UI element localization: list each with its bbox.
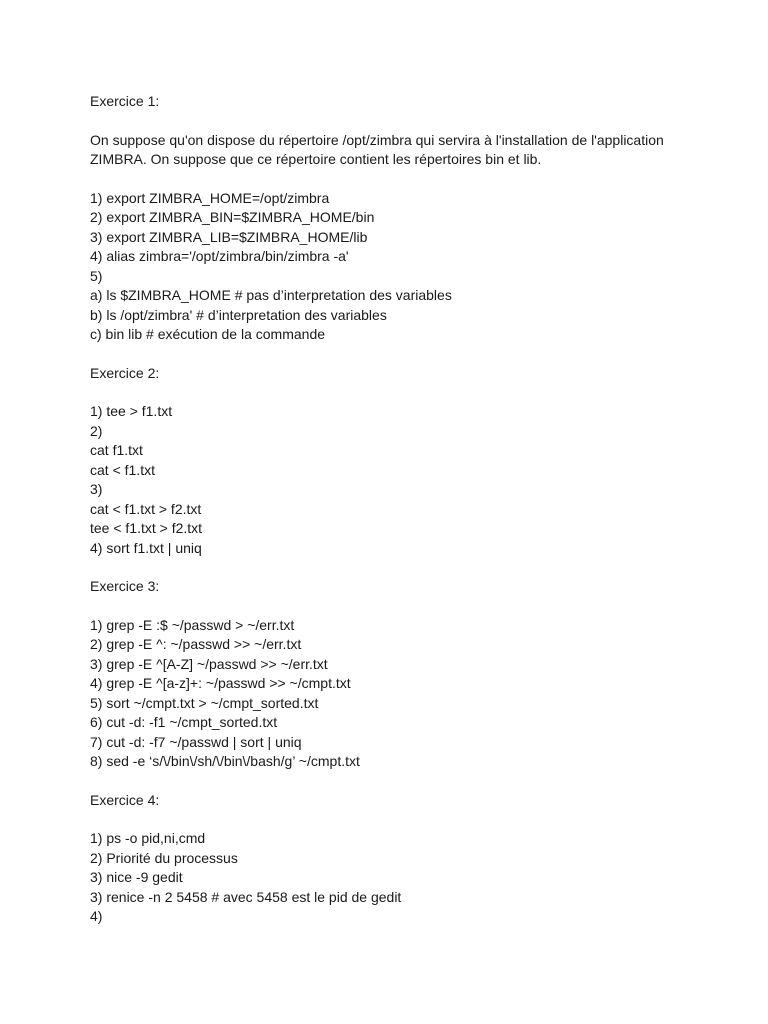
- exercise-3-line: 1) grep -E :$ ~/passwd > ~/err.txt: [90, 616, 295, 633]
- exercise-4-title: Exercice 4:: [90, 791, 160, 808]
- exercise-4-line: 3) nice -9 gedit: [90, 869, 183, 885]
- exercise-2-line: cat f1.txt: [90, 442, 143, 458]
- exercise-4-line: 1) ps -o pid,ni,cmd: [90, 830, 206, 846]
- spacer: [90, 597, 690, 616]
- exercise-4-line: 3) renice -n 2 5458 # avec 5458 est le pid de gedit: [90, 888, 402, 905]
- exercise-2-line: 4) sort f1.txt | uniq: [90, 539, 202, 556]
- spacer: [90, 772, 690, 791]
- exercise-3-line: 7) cut -d: -f7 ~/passwd | sort | uniq: [90, 733, 302, 750]
- exercise-3-line: 2) grep -E ^: ~/passwd >> ~/err.txt: [90, 636, 302, 652]
- exercise-2-line: 1) tee > f1.txt: [90, 403, 173, 419]
- exercise-1-line: 1) export ZIMBRA_HOME=/opt/zimbra: [90, 189, 330, 206]
- exercise-3-line: 6) cut -d: -f1 ~/cmpt_sorted.txt: [90, 714, 278, 730]
- spacer: [90, 170, 690, 189]
- spacer: [90, 345, 690, 364]
- exercise-1-line: 3) export ZIMBRA_LIB=$ZIMBRA_HOME/lib: [90, 228, 368, 245]
- exercise-2-title: Exercice 2:: [90, 364, 160, 381]
- spacer: [90, 558, 690, 577]
- exercise-2-line: cat < f1.txt > f2.txt: [90, 500, 202, 517]
- exercise-1-intro-line-2: ZIMBRA. On suppose que ce répertoire contient les répertoires bin et lib.: [90, 151, 542, 167]
- exercise-1-line: b) ls /opt/zimbra' # d’interpretation des variables: [90, 306, 387, 323]
- exercise-1-line: c) bin lib # exécution de la commande: [90, 326, 326, 342]
- exercise-3-title: Exercice 3:: [90, 578, 160, 594]
- exercise-2-line: 2): [90, 422, 103, 439]
- exercise-3-line: 4) grep -E ^[a-z]+: ~/passwd >> ~/cmpt.txt: [90, 675, 351, 691]
- exercise-4-line: 2) Priorité du processus: [90, 849, 238, 866]
- spacer: [90, 112, 690, 131]
- exercise-3-line: 8) sed -e ‘s/\/bin\/sh/\/bin\/bash/g’ ~/cmpt.txt: [90, 753, 360, 769]
- exercise-1-line: 5): [90, 267, 103, 284]
- spacer: [90, 383, 690, 402]
- exercise-3-line: 5) sort ~/cmpt.txt > ~/cmpt_sorted.txt: [90, 694, 319, 711]
- exercise-2-line: tee < f1.txt > f2.txt: [90, 520, 203, 536]
- exercise-1-title: Exercice 1:: [90, 93, 160, 109]
- exercise-1-line: 2) export ZIMBRA_BIN=$ZIMBRA_HOME/bin: [90, 209, 375, 225]
- exercise-4-line: 4): [90, 908, 103, 924]
- exercise-1-intro-line-1: On suppose qu'on dispose du répertoire /opt/zimbra qui servira à l'installation de l'application: [90, 131, 664, 148]
- exercise-2-line: cat < f1.txt: [90, 461, 155, 478]
- exercise-1-line: 4) alias zimbra='/opt/zimbra/bin/zimbra -a': [90, 248, 349, 264]
- exercise-3-line: 3) grep -E ^[A-Z] ~/passwd >> ~/err.txt: [90, 655, 328, 672]
- exercise-1-line: a) ls $ZIMBRA_HOME # pas d’interpretation des variables: [90, 287, 452, 303]
- document-body: [90, 92, 690, 927]
- spacer: [90, 810, 690, 829]
- exercise-2-line: 3): [90, 481, 103, 497]
